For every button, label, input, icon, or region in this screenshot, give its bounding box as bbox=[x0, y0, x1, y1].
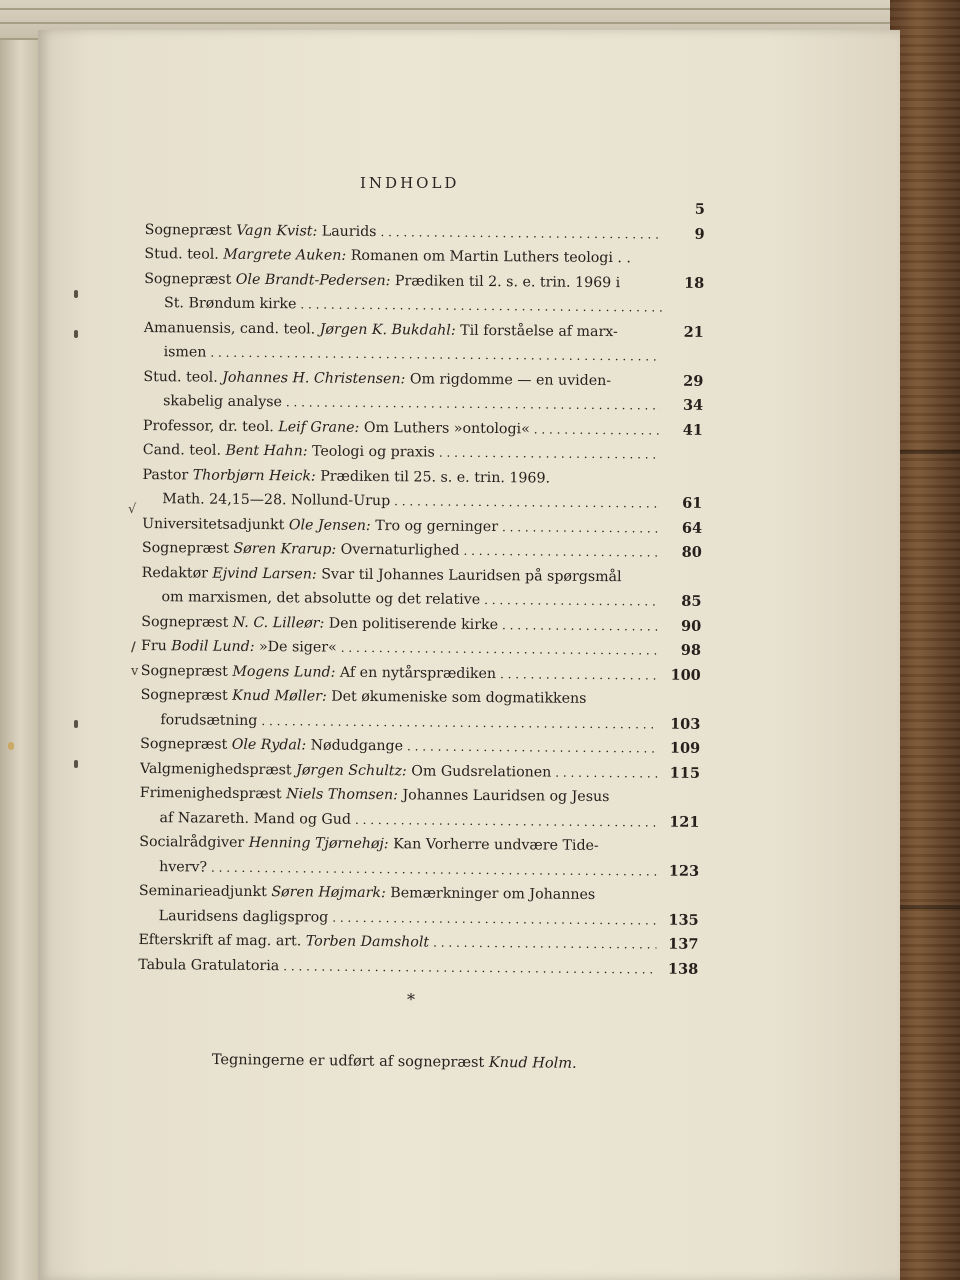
toc-entry-text bbox=[138, 952, 279, 978]
toc-author-title: Sognepræst bbox=[140, 662, 233, 680]
toc-entry-text bbox=[141, 609, 498, 637]
toc-author-name: Mogens Lund: bbox=[232, 663, 336, 681]
leader-dots bbox=[534, 417, 661, 443]
toc-entry bbox=[138, 952, 656, 981]
toc-author-name: Ole Rydal: bbox=[231, 736, 307, 754]
toc-article-title: Om rigdomme — en uviden- bbox=[405, 370, 612, 389]
toc-page-number: 9 bbox=[694, 225, 705, 243]
toc-author-title: skabelig analyse bbox=[163, 393, 283, 411]
leader-dots bbox=[286, 390, 661, 418]
leader-dots bbox=[500, 662, 659, 688]
toc-author-name: Leif Grane: bbox=[278, 418, 360, 436]
toc-entry-text bbox=[138, 928, 429, 955]
toc-entry-text bbox=[160, 708, 257, 733]
toc-entry-text bbox=[142, 536, 460, 563]
toc-author-title: af Nazareth. Mand og Gud bbox=[159, 809, 352, 828]
credit-text: Tegningerne er udført af sognepræst bbox=[211, 1052, 489, 1071]
toc-page-number: 21 bbox=[683, 323, 704, 341]
toc-entry-text bbox=[140, 756, 552, 784]
toc-author-title: Sognepræst bbox=[140, 735, 232, 753]
leader-dots bbox=[380, 220, 662, 247]
table-of-contents bbox=[138, 193, 705, 982]
toc-entry-text bbox=[159, 855, 207, 880]
toc-author-title: Math. 24,15—28. Nollund-Urup bbox=[162, 491, 391, 510]
toc-entry-text bbox=[143, 438, 435, 465]
toc-page-number: 34 bbox=[682, 396, 704, 414]
toc-author-title: hverv? bbox=[159, 858, 208, 876]
leader-dots bbox=[463, 539, 660, 565]
toc-author-title: Sognepræst bbox=[140, 686, 233, 704]
toc-article-title: Tro og gerninger bbox=[370, 517, 499, 535]
binding-hole bbox=[74, 760, 78, 768]
toc-author-title: Sognepræst bbox=[141, 613, 233, 631]
leader-dots bbox=[283, 954, 656, 982]
toc-author-title: Universitetsadjunkt bbox=[142, 515, 289, 533]
toc-author-title: Sognepræst bbox=[144, 221, 237, 239]
toc-page-number: 85 bbox=[681, 592, 702, 610]
toc-page-number: 121 bbox=[669, 813, 700, 831]
toc-author-name: Jørgen Schultz: bbox=[296, 761, 407, 779]
toc-author-name: Bent Hahn: bbox=[225, 442, 308, 460]
toc-author-title: Sognepræst bbox=[141, 539, 234, 557]
toc-article-title: Laurids bbox=[317, 223, 377, 240]
toc-author-name: Torben Damsholt bbox=[305, 933, 430, 951]
toc-article-title: Om Luthers »ontologi« bbox=[359, 419, 530, 437]
toc-article-title: Om Gudsrelationen bbox=[406, 762, 552, 781]
toc-page-number: 135 bbox=[668, 911, 699, 929]
toc-entry-text bbox=[140, 732, 403, 759]
toc-article-title: Prædiken til 2. s. e. trin. 1969 i bbox=[390, 272, 621, 291]
toc-author-title: Redaktør bbox=[141, 564, 213, 582]
toc-row bbox=[138, 952, 698, 981]
toc-author-name: Margrete Auken: bbox=[223, 246, 347, 264]
toc-article-title: Romanen om Martin Luthers teologi . . bbox=[346, 247, 632, 267]
toc-article-title: Bemærkninger om Johannes bbox=[385, 885, 596, 903]
paper-stain bbox=[8, 742, 14, 750]
leader-dots bbox=[502, 613, 659, 639]
leader-dots bbox=[261, 709, 658, 737]
toc-article-title: Teologi og praxis bbox=[307, 443, 435, 461]
toc-entry-text bbox=[142, 462, 550, 490]
toc-author-name: Ole Jensen: bbox=[288, 516, 371, 534]
toc-page-number: 137 bbox=[668, 935, 699, 953]
binding-hole bbox=[74, 330, 78, 338]
leader-dots bbox=[341, 636, 659, 663]
page-title: INDHOLD bbox=[360, 174, 460, 192]
leader-dots bbox=[439, 441, 661, 467]
toc-author-title: Fru bbox=[140, 637, 172, 655]
toc-author-title: forudsætning bbox=[160, 711, 258, 729]
toc-page-number: 29 bbox=[683, 372, 704, 390]
toc-page-number: 109 bbox=[669, 739, 701, 757]
toc-article-title: Det økumeniske som dogmatikkens bbox=[326, 688, 587, 707]
leader-dots bbox=[300, 292, 662, 320]
toc-entry-text bbox=[141, 634, 337, 660]
toc-page-number: 115 bbox=[669, 764, 701, 782]
toc-author-title: Sognepræst bbox=[144, 270, 236, 288]
checkmark-icon: √ bbox=[128, 502, 137, 517]
toc-entry-text bbox=[159, 806, 351, 832]
toc-author-name: Niels Thomsen: bbox=[286, 786, 399, 804]
toc-author-title: Efterskrift af mag. art. bbox=[138, 931, 306, 950]
toc-entry-text bbox=[143, 413, 530, 441]
leader-dots bbox=[555, 760, 658, 785]
toc-author-name: Bodil Lund: bbox=[171, 638, 255, 655]
toc-page-number: 41 bbox=[682, 421, 704, 439]
toc-author-name: Johannes H. Christensen: bbox=[222, 369, 406, 387]
toc-article-title: Svar til Johannes Lauridsen på spørgsmål bbox=[316, 566, 622, 585]
toc-page-number: 138 bbox=[667, 960, 699, 978]
toc-author-name: Knud Møller: bbox=[232, 687, 327, 705]
toc-page-number: 18 bbox=[683, 274, 705, 292]
toc-article-title: Den politiserende kirke bbox=[324, 615, 499, 633]
toc-page-number: 90 bbox=[680, 617, 702, 635]
toc-entry-text bbox=[164, 291, 297, 317]
toc-author-title: Amanuensis, cand. teol. bbox=[143, 319, 320, 338]
toc-entry-text bbox=[163, 389, 282, 415]
toc-author-title: ismen bbox=[163, 344, 207, 361]
toc-author-name: Henning Tjørnehøj: bbox=[248, 834, 389, 853]
toc-entry-text bbox=[164, 340, 207, 365]
toc-entry-text bbox=[159, 904, 329, 930]
toc-page-number: 64 bbox=[681, 519, 703, 537]
toc-article-title: Af en nytårsprædiken bbox=[335, 664, 497, 682]
toc-page-number: 5 bbox=[694, 200, 705, 218]
toc-author-name: Søren Højmark: bbox=[271, 884, 386, 902]
toc-article-title: Kan Vorherre undvære Tide- bbox=[388, 836, 599, 854]
toc-author-title: St. Brøndum kirke bbox=[163, 295, 297, 313]
wooden-table bbox=[890, 0, 960, 1280]
leader-dots bbox=[332, 905, 657, 932]
toc-author-title: Seminarieadjunkt bbox=[138, 882, 272, 901]
credit-name: Knud Holm. bbox=[488, 1054, 577, 1072]
toc-author-name: Jørgen K. Bukdahl: bbox=[319, 321, 456, 339]
toc-article-title: »De siger« bbox=[254, 638, 337, 656]
toc-page-number: 80 bbox=[681, 543, 702, 561]
board-seam bbox=[890, 450, 960, 454]
toc-article-title: Nødudgange bbox=[306, 737, 404, 755]
leader-dots bbox=[355, 807, 658, 834]
toc-author-name: Ejvind Larsen: bbox=[212, 565, 317, 583]
toc-author-name: N. C. Lilleør: bbox=[232, 614, 325, 632]
toc-author-title: Professor, dr. teol. bbox=[142, 417, 279, 435]
toc-author-title: Lauridsens dagligsprog bbox=[158, 907, 329, 926]
leader-dots bbox=[407, 734, 658, 761]
toc-author-title: Valgmenighedspræst bbox=[139, 760, 297, 778]
toc-author-title: Stud. teol. bbox=[143, 368, 223, 386]
toc-author-title: Tabula Gratulatoria bbox=[138, 956, 280, 974]
toc-author-title: Socialrådgiver bbox=[139, 833, 249, 851]
toc-entry-text bbox=[162, 487, 390, 513]
left-page-edge bbox=[0, 40, 42, 1280]
toc-author-name: Thorbjørn Heick: bbox=[192, 466, 316, 485]
section-star: * bbox=[407, 990, 415, 1009]
binding-hole bbox=[74, 720, 78, 728]
checkmark-icon: v bbox=[131, 664, 139, 679]
toc-article-title: Prædiken til 25. s. e. trin. 1969. bbox=[315, 468, 551, 487]
toc-page-number: 103 bbox=[670, 715, 701, 733]
leader-dots bbox=[433, 931, 657, 957]
toc-entry-text bbox=[142, 511, 498, 539]
toc-article-title: Til forståelse af marx- bbox=[455, 322, 618, 340]
toc-page-number: 98 bbox=[680, 641, 702, 659]
toc-article-title: Johannes Lauridsen og Jesus bbox=[397, 787, 610, 806]
toc-author-name: Vagn Kvist: bbox=[236, 222, 318, 240]
board-seam bbox=[890, 905, 960, 909]
toc-author-name: Søren Krarup: bbox=[233, 540, 337, 558]
toc-author-name: Ole Brandt-Pedersen: bbox=[235, 271, 391, 289]
leader-dots bbox=[394, 489, 660, 516]
toc-author-title: Pastor bbox=[142, 466, 193, 483]
leader-dots bbox=[502, 515, 660, 541]
toc-entry-text bbox=[141, 658, 496, 686]
page-edge bbox=[0, 22, 900, 24]
checkmark-icon: / bbox=[131, 640, 136, 655]
toc-page-number: 100 bbox=[670, 666, 701, 684]
toc-author-title: om marxismen, det absolutte og det relative bbox=[161, 589, 481, 608]
leader-dots bbox=[484, 588, 659, 614]
toc-author-title: Frimenighedspræst bbox=[139, 784, 287, 803]
toc-article-title: Overnaturlighed bbox=[336, 541, 460, 559]
toc-author-title: Cand. teol. bbox=[142, 441, 226, 459]
toc-author-title: Stud. teol. bbox=[144, 245, 224, 263]
page-edge bbox=[0, 8, 900, 10]
toc-entry-text bbox=[145, 217, 377, 244]
toc-page-number: 61 bbox=[682, 494, 703, 512]
toc-entry-text bbox=[161, 585, 480, 612]
toc-page-number: 123 bbox=[668, 862, 700, 880]
binding-hole bbox=[74, 290, 78, 298]
